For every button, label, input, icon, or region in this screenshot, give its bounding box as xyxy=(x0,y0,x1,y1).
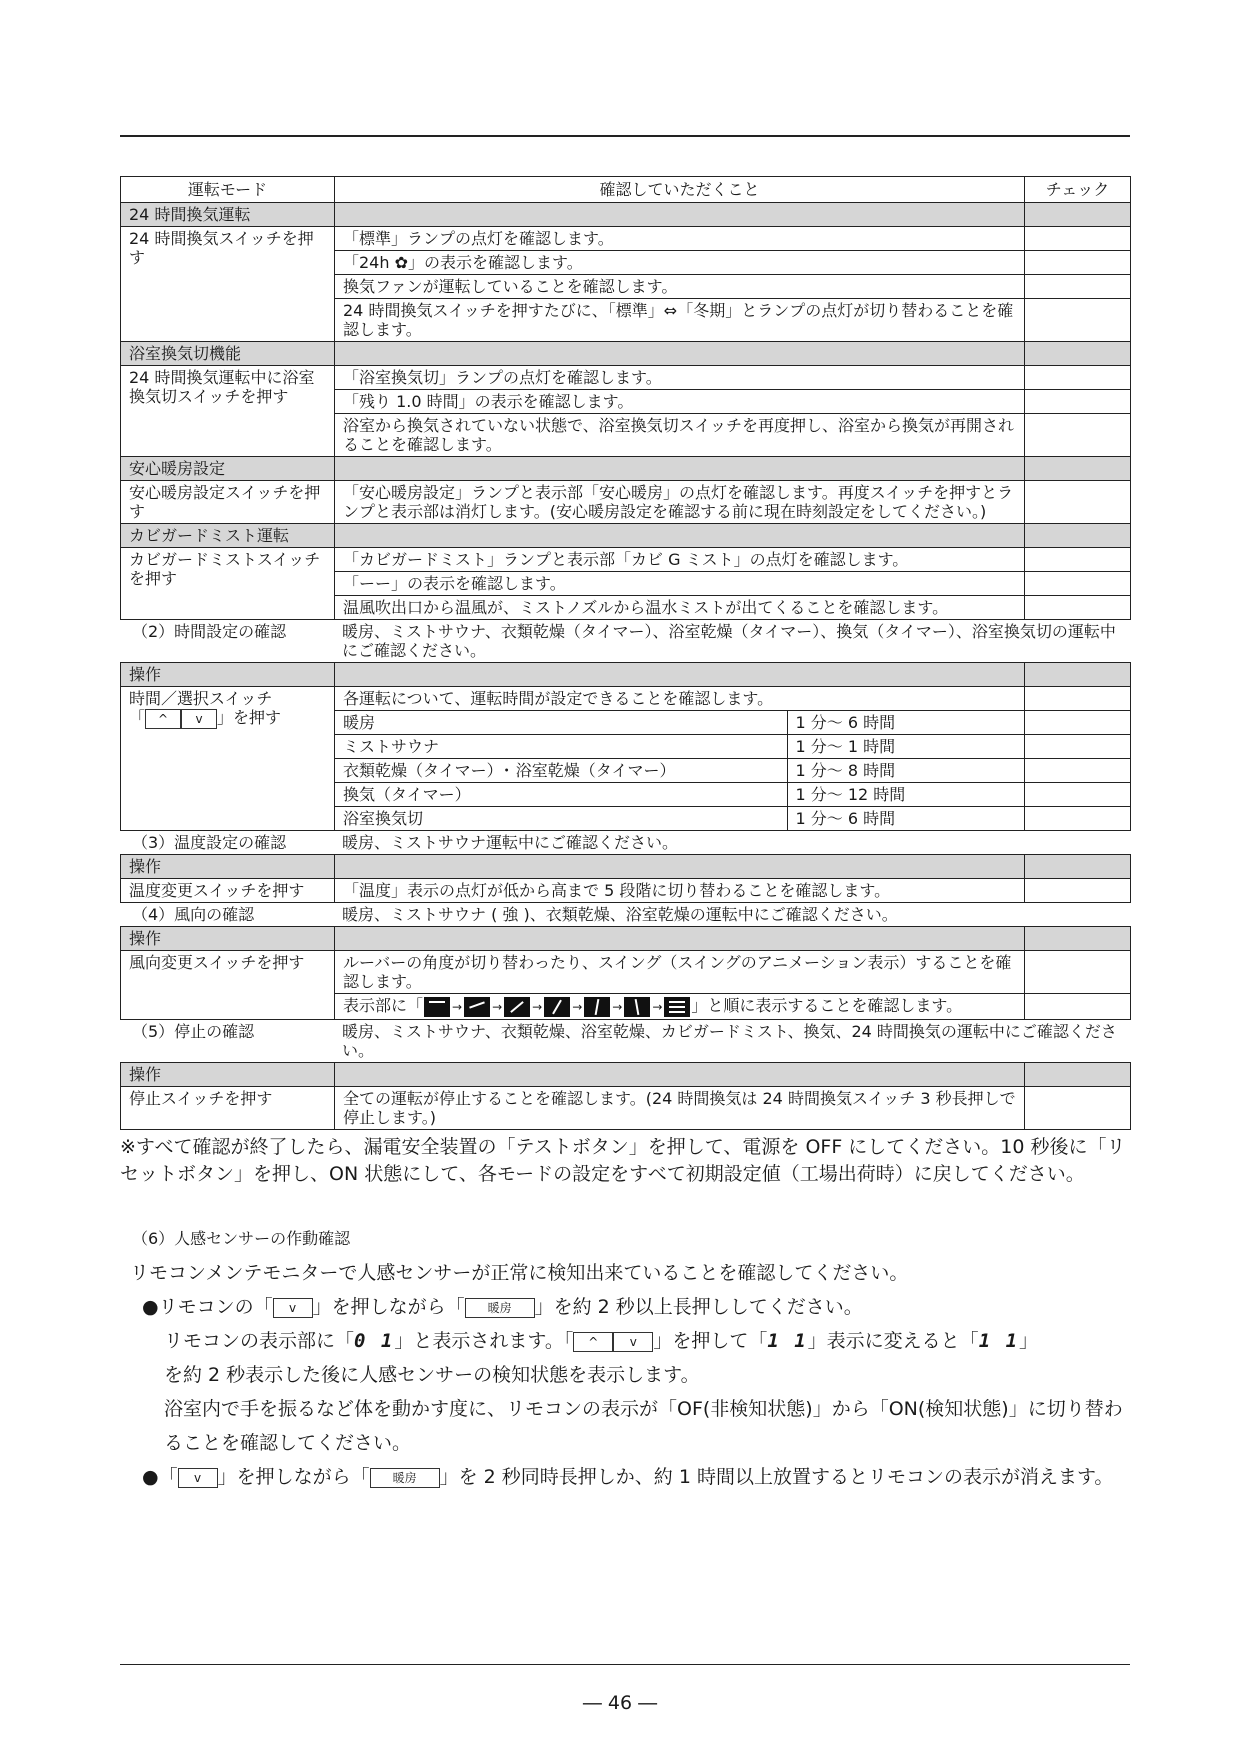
mode-cell: 温度変更スイッチを押す xyxy=(121,879,335,903)
section-title: 安心暖房設定 xyxy=(121,457,335,481)
down-button[interactable]: v xyxy=(181,709,217,729)
down-button[interactable]: v xyxy=(273,1298,313,1318)
louver-text-pre: 表示部に「 xyxy=(343,996,424,1015)
section-4-desc: 暖房、ミストサウナ ( 強 )、衣類乾燥、浴室乾燥の運転中にご確認ください。 xyxy=(342,905,898,924)
section-5-desc: 暖房、ミストサウナ、衣類乾燥、浴室乾燥、カビガードミスト、換気、24 時間換気の運転中にご確認ください。 xyxy=(342,1022,1117,1060)
checkbox-cell[interactable] xyxy=(1025,951,1131,994)
check-cell: 「カビガードミスト」ランプと表示部「カビ G ミスト」の点灯を確認します。 xyxy=(335,548,1025,572)
section-4-label: （4）風向の確認 xyxy=(132,905,255,924)
time-range: 1 分～ 6 時間 xyxy=(787,711,1024,735)
arrow-icon: → xyxy=(652,1000,663,1014)
operation-header-row xyxy=(121,663,1131,687)
table-row xyxy=(121,366,1131,390)
checkbox-cell[interactable] xyxy=(1025,687,1131,711)
mode-cell: 安心暖房設定スイッチを押す xyxy=(121,481,335,524)
check-cell: 各運転について、運転時間が設定できることを確認します。 xyxy=(335,687,1025,711)
checkbox-cell[interactable] xyxy=(1025,879,1131,903)
table-row xyxy=(121,481,1131,524)
arrow-icon: → xyxy=(452,1000,463,1014)
down-button[interactable]: v xyxy=(178,1468,218,1488)
operation-header: 操作 xyxy=(121,927,335,951)
checkbox-cell[interactable] xyxy=(1025,572,1131,596)
mode-cell: 24 時間換気運転中に浴室換気切スイッチを押す xyxy=(121,366,335,457)
table-row xyxy=(121,227,1131,251)
final-note: ※すべて確認が終了したら、漏電安全装置の「テストボタン」を押して、電源を OFF にしてください。10 秒後に「リセットボタン」を押し、ON 状態にして、各モードの設定をすべて初期設定値（工場出荷時）に戻してください。 xyxy=(120,1136,1126,1185)
display-code: 0 1 xyxy=(354,1330,395,1352)
arrow-icon: → xyxy=(492,1000,503,1014)
mode-cell: 停止スイッチを押す xyxy=(121,1087,335,1130)
time-range: 1 分～ 12 時間 xyxy=(787,783,1024,807)
section-4-label-row xyxy=(120,903,1130,926)
section-title: 浴室換気切機能 xyxy=(121,342,335,366)
time-range: 1 分～ 6 時間 xyxy=(787,807,1024,831)
display-code: 1 1 xyxy=(767,1330,808,1352)
down-button[interactable]: v xyxy=(613,1332,653,1352)
time-range: 1 分～ 1 時間 xyxy=(787,735,1024,759)
check-cell: 温風吹出口から温風が、ミストノズルから温水ミストが出てくることを確認します。 xyxy=(335,596,1025,620)
arrow-icon: → xyxy=(572,1000,583,1014)
arrow-icon: → xyxy=(612,1000,623,1014)
mode-name: 浴室換気切 xyxy=(343,809,424,828)
mode-name: 換気（タイマー） xyxy=(335,783,787,807)
section-3-desc: 暖房、ミストサウナ運転中にご確認ください。 xyxy=(342,833,679,852)
louver-swing-icon xyxy=(664,997,690,1017)
check-cell: 「標準」ランプの点灯を確認します。 xyxy=(335,227,1025,251)
checkbox-cell[interactable] xyxy=(1025,390,1131,414)
time-range: 1 分～ 8 時間 xyxy=(787,759,1024,783)
checkbox-cell[interactable] xyxy=(1025,275,1131,299)
operation-header: 操作 xyxy=(121,855,335,879)
section-row xyxy=(121,203,1131,227)
display-code: 1 1 xyxy=(978,1330,1020,1352)
checkbox-cell[interactable] xyxy=(1025,596,1131,620)
list-item xyxy=(335,711,1024,735)
arrow-icon: → xyxy=(532,1000,543,1014)
header-check: チェック xyxy=(1025,177,1131,203)
section-title: カビガードミスト運転 xyxy=(121,524,335,548)
check-cell: 全ての運転が停止することを確認します。(24 時間換気は 24 時間換気スイッチ 3 秒長押しで停止します。) xyxy=(335,1087,1025,1130)
check-cell: 換気ファンが運転していることを確認します。 xyxy=(335,275,1025,299)
checkbox-cell[interactable] xyxy=(1025,994,1131,1020)
page-number: ― 46 ― xyxy=(582,1692,658,1714)
top-rule xyxy=(120,135,1130,137)
checkbox-cell[interactable] xyxy=(1025,251,1131,275)
bottom-rule xyxy=(120,1664,1130,1665)
checkbox-cell[interactable] xyxy=(1025,366,1131,390)
mode-cell: カビガードミストスイッチを押す xyxy=(121,548,335,620)
section-3-label-row xyxy=(120,831,1130,854)
header-mode: 運転モード xyxy=(121,177,335,203)
section-title: 24 時間換気運転 xyxy=(121,203,335,227)
check-cell: 「残り 1.0 時間」の表示を確認します。 xyxy=(335,390,1025,414)
checkbox-cell[interactable] xyxy=(1025,414,1131,457)
section-row xyxy=(121,524,1131,548)
heating-button[interactable]: 暖房 xyxy=(465,1298,535,1318)
checkbox-cell[interactable] xyxy=(1025,711,1131,831)
table-row xyxy=(121,548,1131,572)
mode-name: ミストサウナ xyxy=(335,735,787,759)
louver-position-2-icon xyxy=(464,997,490,1017)
check-cell: 24 時間換気スイッチを押すたびに、「標準」⇔「冬期」とランプの点灯が切り替わることを確認します。 xyxy=(335,299,1025,342)
time-range-table xyxy=(335,711,1025,831)
section-5-label-row xyxy=(120,1020,1130,1062)
list-item xyxy=(335,783,1024,807)
check-cell: 「ーー」の表示を確認します。 xyxy=(335,572,1025,596)
table-header-row xyxy=(121,177,1131,203)
checkbox-cell[interactable] xyxy=(1025,299,1131,342)
operation-header-row xyxy=(121,1063,1131,1087)
checkbox-cell[interactable] xyxy=(1025,227,1131,251)
up-button[interactable]: ^ xyxy=(145,709,181,729)
paragraph-3: 浴室内で手を振るなど体を動かす度に、リモコンの表示が「OF(非検知状態)」から「ON(検知状態)」に切り替わることを確認してください。 xyxy=(164,1398,1123,1454)
section-3-label: （3）温度設定の確認 xyxy=(132,833,287,852)
checkbox-cell[interactable] xyxy=(1025,481,1131,524)
bullet-1: ●リモコンの「 v 」を押しながら「 暖房 」を約 2 秒以上長押ししてください。 xyxy=(142,1296,863,1318)
mode-label: 時間／選択スイッチ xyxy=(129,689,273,708)
louver-position-1-icon xyxy=(424,997,450,1017)
check-cell: 浴室から換気されていない状態で、浴室換気切スイッチを再度押し、浴室から換気が再開されることを確認します。 xyxy=(335,414,1025,457)
header-check-item: 確認していただくこと xyxy=(335,177,1025,203)
checkbox-cell[interactable] xyxy=(1025,548,1131,572)
louver-position-4-icon xyxy=(544,997,570,1017)
mode-name: 暖房 xyxy=(335,711,787,735)
up-button[interactable]: ^ xyxy=(573,1332,613,1352)
section-5-label: （5）停止の確認 xyxy=(132,1022,255,1041)
louver-text-post: 」と順に表示することを確認します。 xyxy=(691,996,963,1015)
list-item xyxy=(335,735,1024,759)
operation-header-row xyxy=(121,855,1131,879)
table-row xyxy=(121,687,1131,711)
check-cell: ルーバーの角度が切り替わったり、スイング（スイングのアニメーション表示）することを確認します。 xyxy=(335,951,1025,994)
mode-cell: 時間／選択スイッチ 「 ^ v 」を押す xyxy=(121,687,335,831)
table-row xyxy=(121,879,1131,903)
section-row xyxy=(121,342,1131,366)
operation-header: 操作 xyxy=(121,663,335,687)
mode-name: 衣類乾燥（タイマー）･ 浴室乾燥（タイマー） xyxy=(335,759,787,783)
louver-position-5-icon xyxy=(584,997,610,1017)
check-cell: 「温度」表示の点灯が低から高まで 5 段階に切り替わることを確認します。 xyxy=(335,879,1025,903)
check-cell: 「浴室換気切」ランプの点灯を確認します。 xyxy=(335,366,1025,390)
operation-header: 操作 xyxy=(121,1063,335,1087)
table-row xyxy=(121,1087,1131,1130)
paragraph-1: リモコンの表示部に「0 1」と表示されます。「 ^ v 」を押して「1 1」表示に変えると「1 1」 xyxy=(164,1330,1039,1352)
section-2-label-row xyxy=(120,620,1130,662)
heating-button[interactable]: 暖房 xyxy=(370,1468,440,1488)
check-cell xyxy=(335,994,1025,1020)
section-6-label: （6）人感センサーの作動確認 xyxy=(132,1229,351,1248)
list-item xyxy=(335,759,1024,783)
louver-position-3-icon xyxy=(504,997,530,1017)
section-2-desc: 暖房、ミストサウナ、衣類乾燥（タイマー）、浴室乾燥（タイマー）、換気（タイマー）、浴室換気切の運転中にご確認ください。 xyxy=(342,622,1116,660)
press-label: を押す xyxy=(233,708,282,727)
checkbox-cell[interactable] xyxy=(1025,1087,1131,1130)
list-item xyxy=(335,807,1024,831)
paragraph-2: を約 2 秒表示した後に人感センサーの検知状態を表示します。 xyxy=(164,1364,700,1386)
section-row xyxy=(121,457,1131,481)
check-cell: 「24h ✿」の表示を確認します。 xyxy=(335,251,1025,275)
operation-header-row xyxy=(121,927,1131,951)
mode-cell: 風向変更スイッチを押す xyxy=(121,951,335,1020)
section-2-label: （2）時間設定の確認 xyxy=(132,622,287,641)
section-6-intro: リモコンメンテモニターで人感センサーが正常に検知出来ていることを確認してください。 xyxy=(130,1262,909,1284)
louver-position-6-icon xyxy=(624,997,650,1017)
mode-cell: 24 時間換気スイッチを押す xyxy=(121,227,335,342)
table-row xyxy=(121,951,1131,994)
section-6 xyxy=(120,1222,1130,1494)
checklist-table-1 xyxy=(120,176,1131,1494)
check-cell: 「安心暖房設定」ランプと表示部「安心暖房」の点灯を確認します。再度スイッチを押すとランプと表示部は消灯します。(安心暖房設定を確認する前に現在時刻設定をしてください。) xyxy=(335,481,1025,524)
bullet-2: ●「 v 」を押しながら「 暖房 」を 2 秒同時長押しか、約 1 時間以上放置するとリモコンの表示が消えます。 xyxy=(142,1466,1114,1488)
